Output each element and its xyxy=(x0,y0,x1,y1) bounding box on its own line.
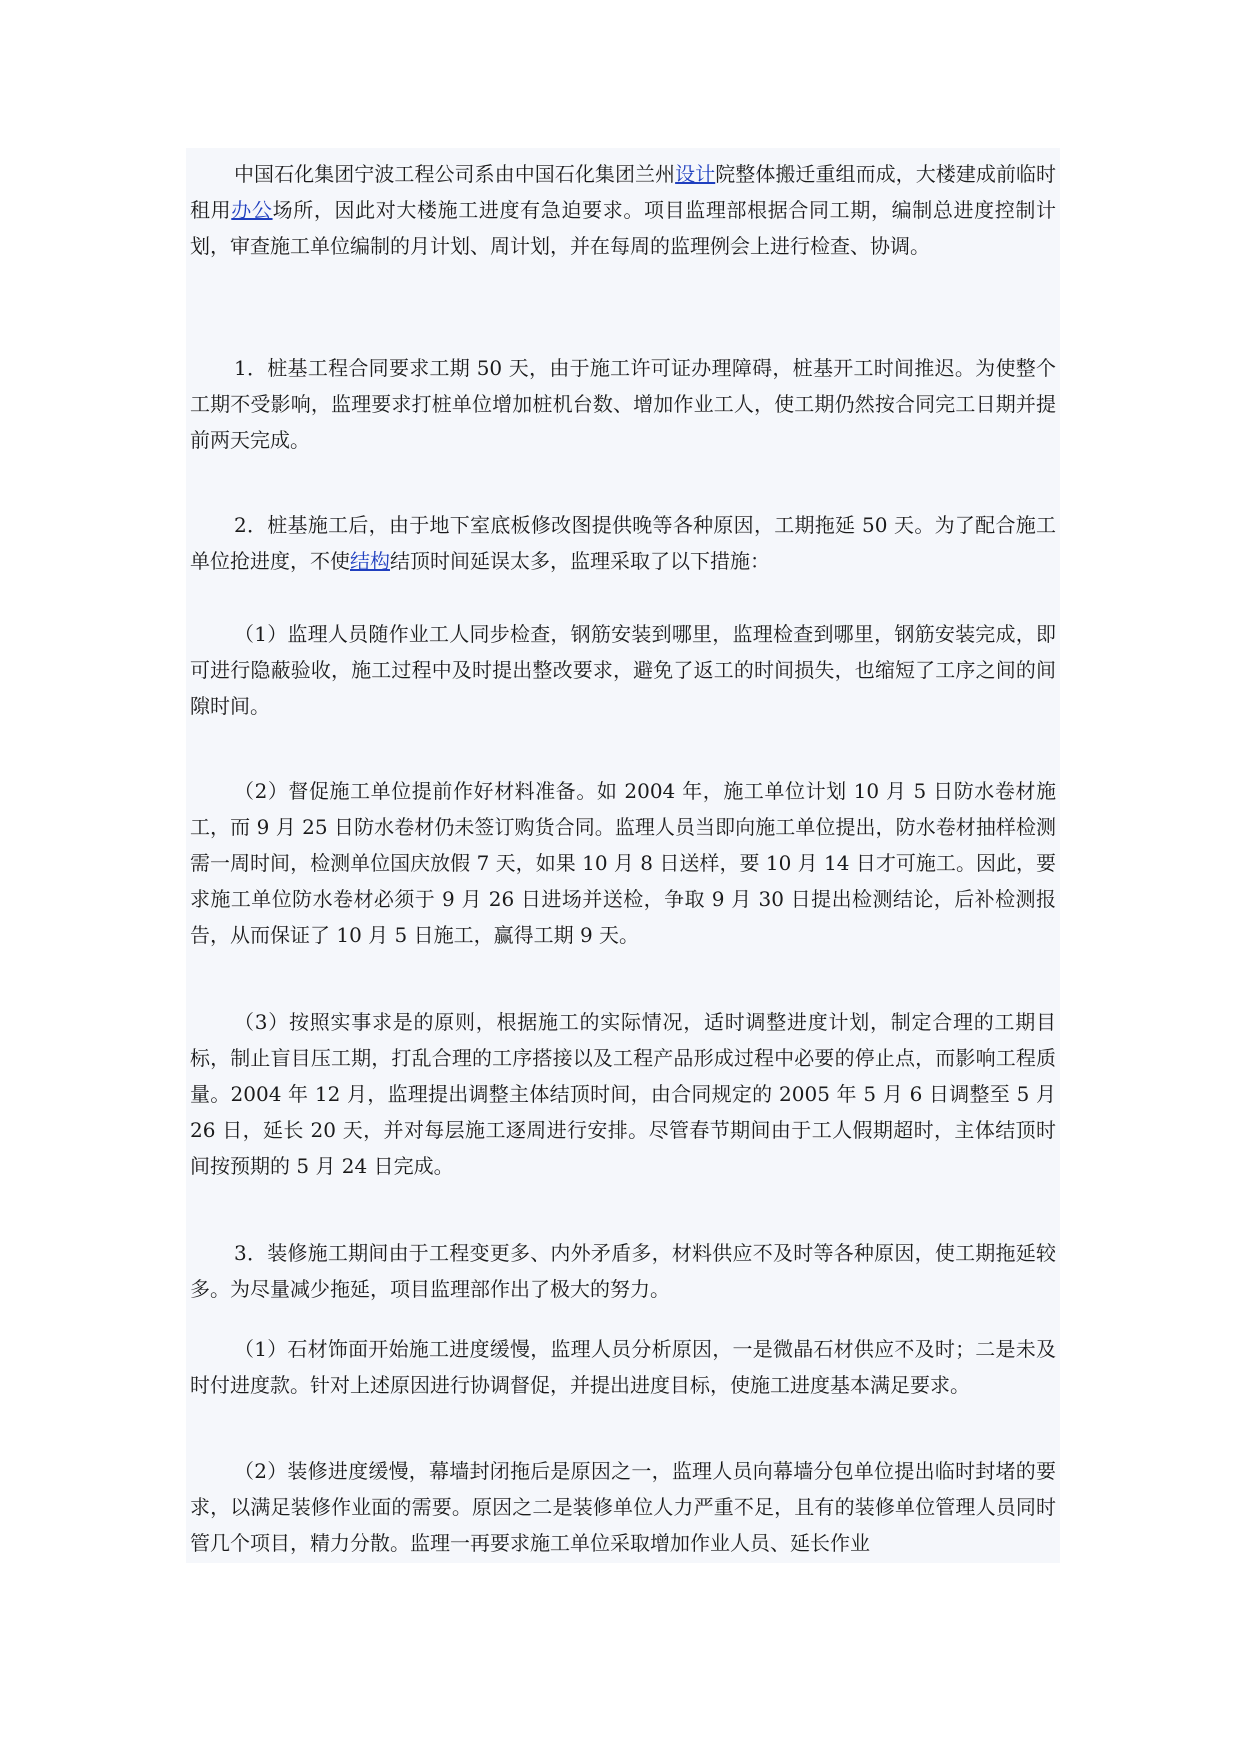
paragraph-item-3 xyxy=(190,1235,1056,1307)
paragraph-item-3-1 xyxy=(190,1331,1056,1403)
paragraph-text: （1）石材饰面开始施工进度缓慢，监理人员分析原因，一是微晶石材供应不及时；二是未及时付进度款。针对上述原因进行协调督促，并提出进度目标，使施工进度基本满足要求。 xyxy=(190,1337,1056,1397)
paragraph-text: （1）监理人员随作业工人同步检查，钢筋安装到哪里，监理检查到哪里，钢筋安装完成，即可进行隐蔽验收，施工过程中及时提出整改要求，避免了返工的时间损失，也缩短了工序之间的间隙时间。 xyxy=(190,622,1056,718)
paragraph-text: （2）督促施工单位提前作好材料准备。如 2004 年，施工单位计划 10 月 5 日防水卷材施工，而 9 月 25 日防水卷材仍未签订购货合同。监理人员当即向施工单位提出，防水卷材抽样检测需一周时间，检测单位国庆放假 7 天，如果 10 月 8 日送样，要 10 月 14 日才可施工。因此，要求施工单位防水卷材必须于 9 月 26 日进场并送检，争取 9 月 30 日提出检测结论，后补检测报告，从而保证了 10 月 5 日施工，赢得工期 9 天。 xyxy=(190,779,1056,947)
paragraph-text: 2．桩基施工后，由于地下室底板修改图提供晚等各种原因，工期拖延 50 天。为了配合施工单位抢进度，不使 xyxy=(190,513,1056,573)
paragraph-text: 院整体搬迁重组而成，大楼建成前临时租用 xyxy=(190,162,1057,222)
document-body xyxy=(186,148,1060,1563)
link-design[interactable]: 设计 xyxy=(675,162,716,186)
paragraph-text: 3．装修施工期间由于工程变更多、内外矛盾多，材料供应不及时等各种原因，使工期拖延较多。为尽量减少拖延，项目监理部作出了极大的努力。 xyxy=(190,1241,1056,1301)
paragraph-item-3-2 xyxy=(190,1453,1056,1561)
paragraph-text: （2）装修进度缓慢，幕墙封闭拖后是原因之一，监理人员向幕墙分包单位提出临时封堵的要求，以满足装修作业面的需要。原因之二是装修单位人力严重不足，且有的装修单位管理人员同时管几个项目，精力分散。监理一再要求施工单位采取增加作业人员、延长作业 xyxy=(190,1459,1056,1555)
paragraph-intro xyxy=(190,156,1056,264)
paragraph-item-2-3 xyxy=(190,1004,1056,1184)
paragraph-text: 场所，因此对大楼施工进度有急迫要求。项目监理部根据合同工期，编制总进度控制计划，审查施工单位编制的月计划、周计划，并在每周的监理例会上进行检查、协调。 xyxy=(190,198,1057,258)
paragraph-text: 1．桩基工程合同要求工期 50 天，由于施工许可证办理障碍，桩基开工时间推迟。为使整个工期不受影响，监理要求打桩单位增加桩机台数、增加作业工人，使工期仍然按合同完工日期并提前两天完成。 xyxy=(190,356,1056,452)
paragraph-item-1 xyxy=(190,350,1056,458)
paragraph-item-2-1 xyxy=(190,616,1056,724)
paragraph-text: 结顶时间延误太多，监理采取了以下措施： xyxy=(390,549,770,573)
link-office[interactable]: 办公 xyxy=(231,198,273,222)
paragraph-text: 中国石化集团宁波工程公司系由中国石化集团兰州 xyxy=(234,162,676,186)
paragraph-text: （3）按照实事求是的原则，根据施工的实际情况，适时调整进度计划，制定合理的工期目标，制止盲目压工期，打乱合理的工序搭接以及工程产品形成过程中必要的停止点，而影响工程质量。2004 年 12 月，监理提出调整主体结顶时间，由合同规定的 2005 年 5 月 6 日调整至 5 月 26 日，延长 20 天，并对每层施工逐周进行安排。尽管春节期间由于工人假期超时，主体结顶时间按预期的 5 月 24 日完成。 xyxy=(190,1010,1056,1178)
paragraph-item-2-2 xyxy=(190,773,1056,953)
paragraph-item-2 xyxy=(190,507,1056,579)
link-structure[interactable]: 结构 xyxy=(350,549,390,573)
